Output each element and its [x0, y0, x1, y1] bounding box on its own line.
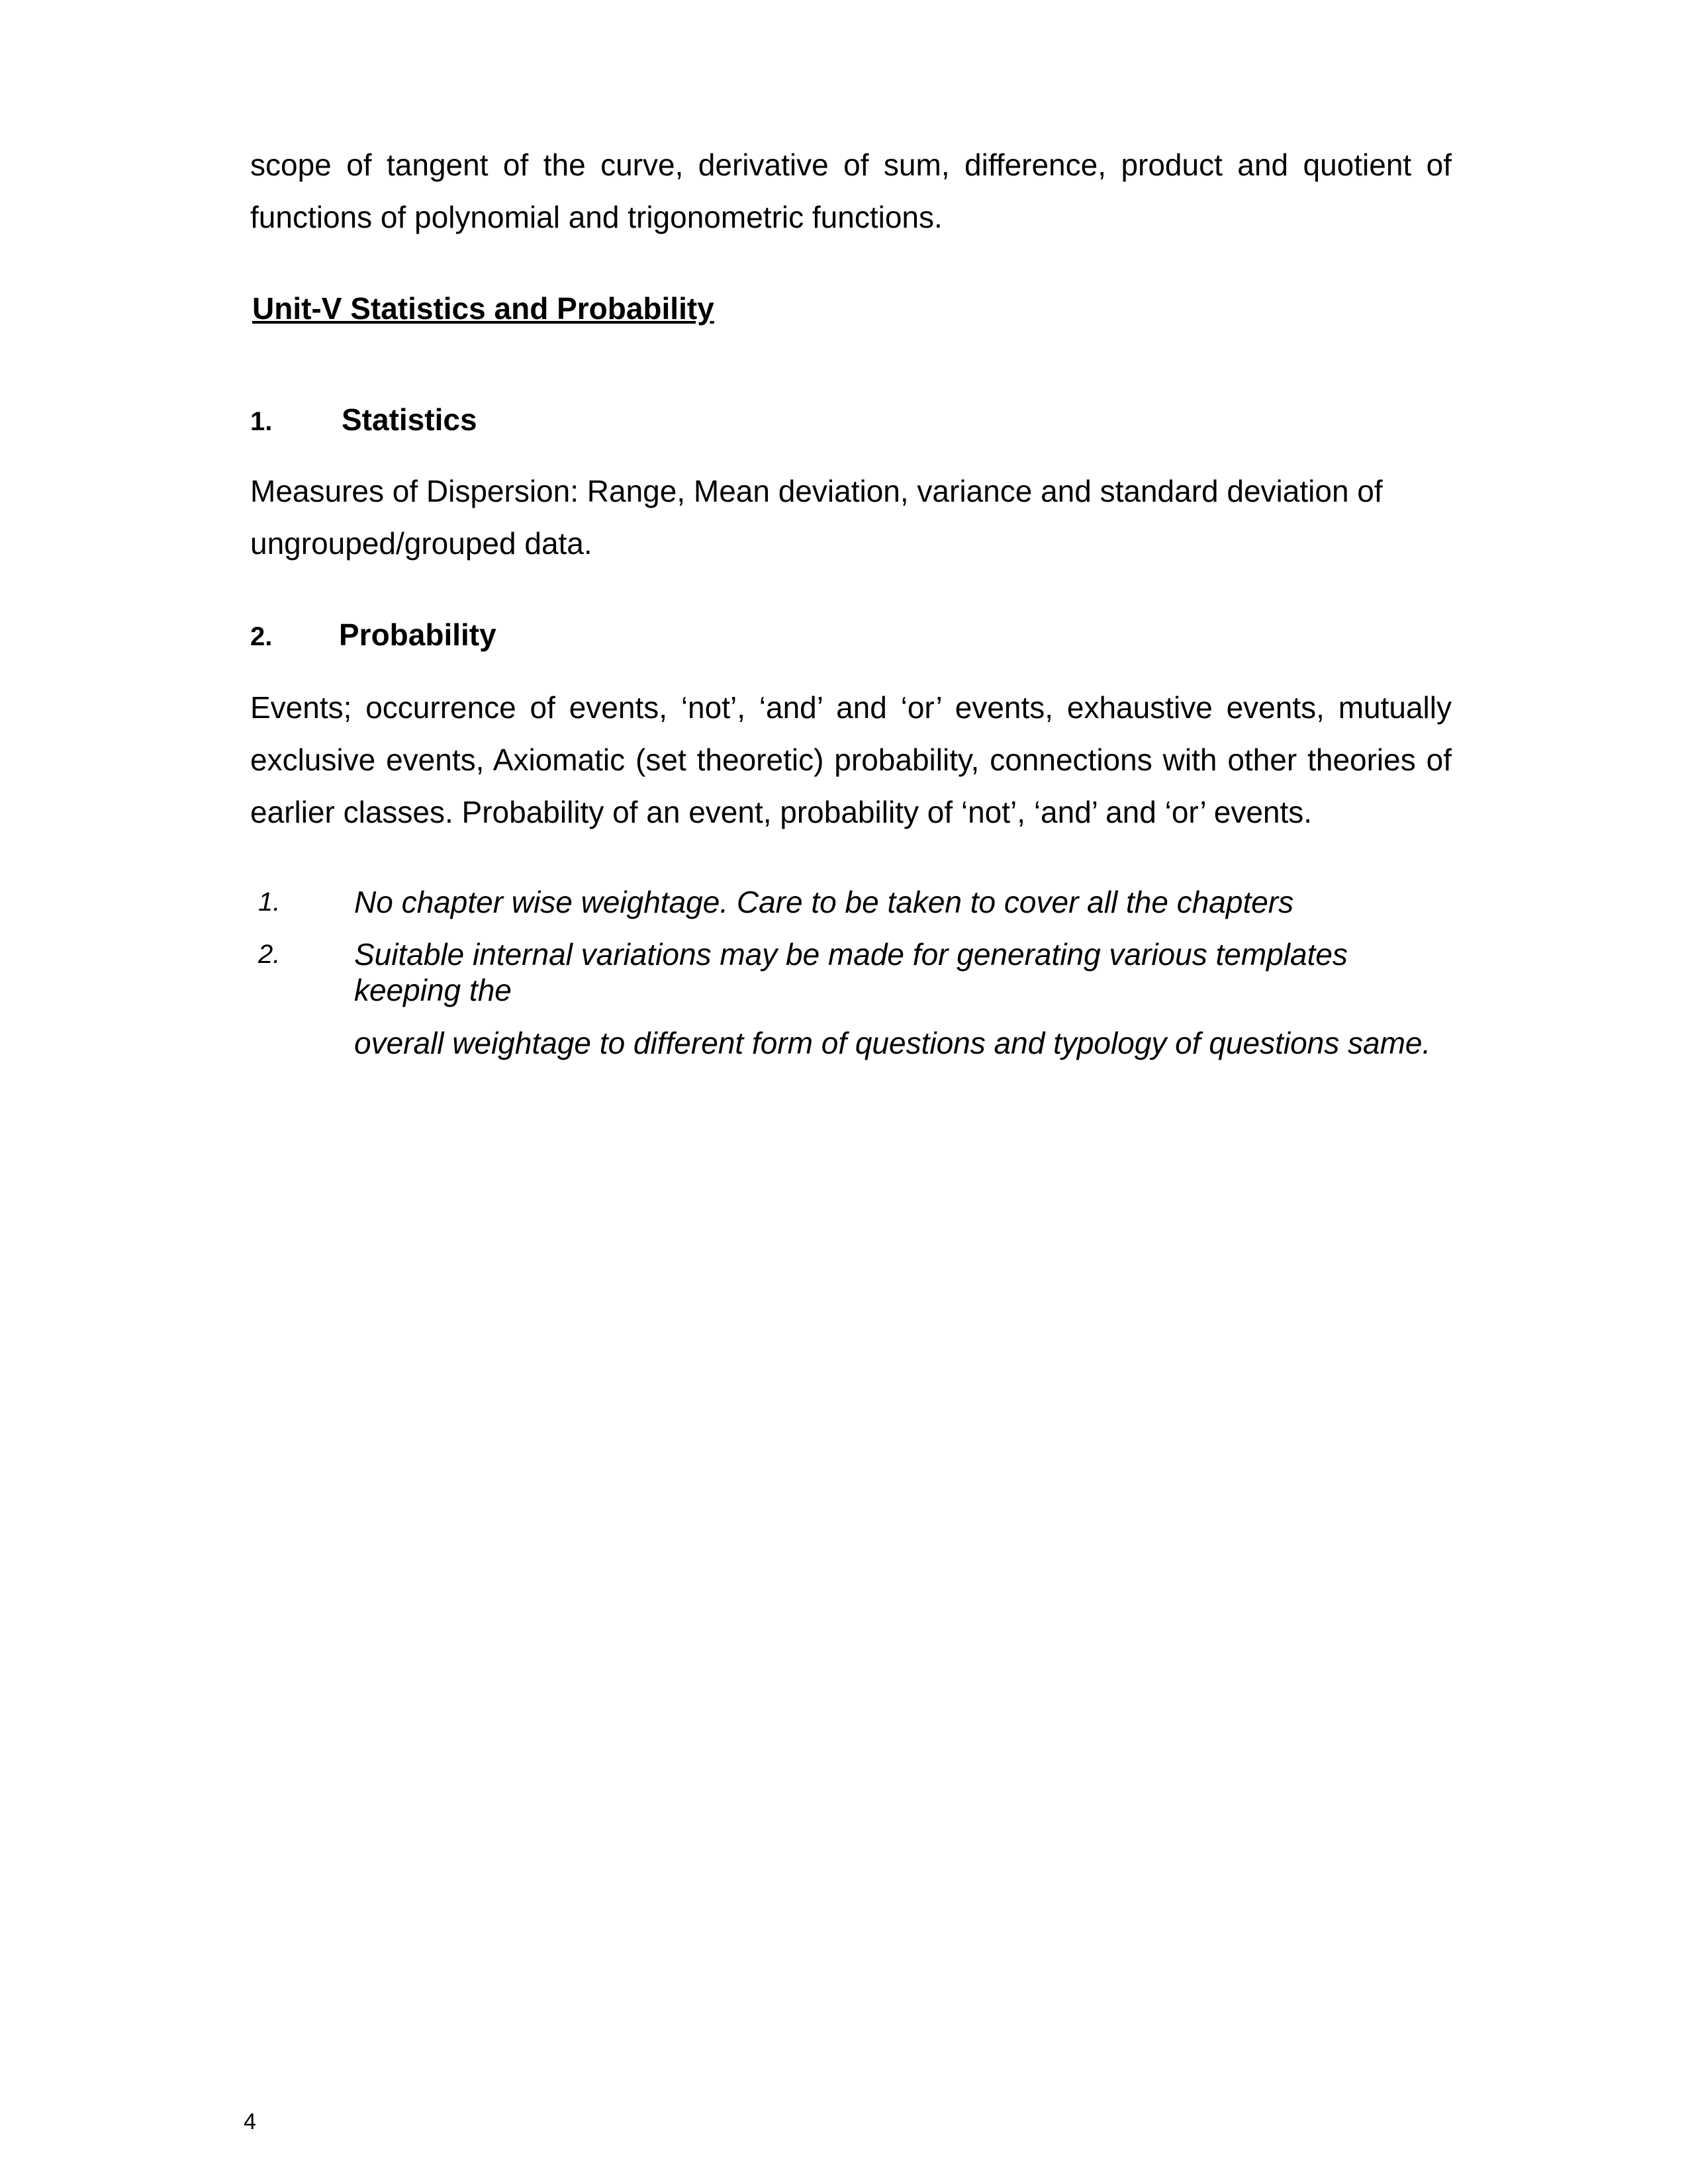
statistics-paragraph: Measures of Dispersion: Range, Mean deviation, variance and standard deviation of ungrouped/grouped data. — [250, 474, 1383, 561]
section-heading-statistics — [250, 400, 477, 446]
section-number: 1. — [250, 407, 273, 436]
note-continuation: overall weightage to different form of questions and typology of questions same. — [354, 1026, 1431, 1060]
note-number: 2. — [258, 940, 281, 969]
note-text: No chapter wise weightage. Care to be taken to cover all the chapters — [354, 885, 1294, 919]
section-heading-probability — [250, 615, 496, 661]
note-number: 1. — [258, 887, 281, 917]
intro-line-2: functions of polynomial and trigonometric functions. — [250, 200, 943, 234]
section-number: 2. — [250, 622, 273, 651]
page-number: 4 — [244, 2109, 256, 2134]
section-title: Probability — [339, 617, 496, 652]
intro-paragraph — [250, 139, 1452, 244]
section-title: Statistics — [342, 402, 477, 437]
unit-heading: Unit-V Statistics and Probability — [252, 291, 714, 326]
note-text: Suitable internal variations may be made for generating various templates keeping the — [354, 937, 1348, 1007]
intro-line-1: scope of tangent of the curve, derivative of sum, difference, product and quotient of — [250, 148, 1452, 182]
note-item — [258, 884, 1450, 920]
note-item — [258, 936, 1450, 1008]
probability-paragraph: Events; occurrence of events, ‘not’, ‘and’ and ‘or’ events, exhaustive events, mutually exclusive events, Axiomatic (set theoretic) probability, connections with other theories of earlier classes. Probability of an event, probability of ‘not’, ‘and’ and ‘or’ events. — [250, 690, 1452, 829]
